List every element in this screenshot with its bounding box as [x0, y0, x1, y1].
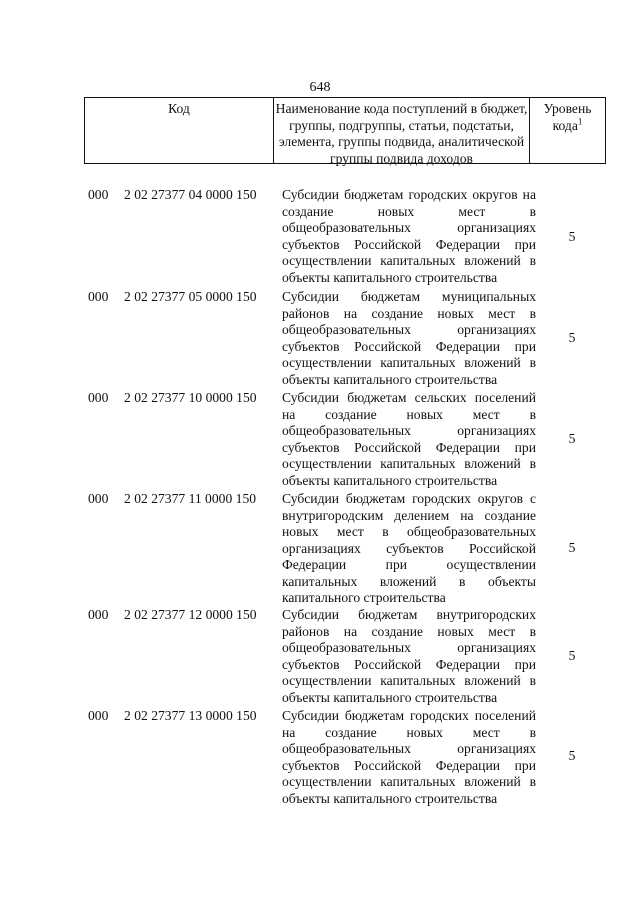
level-value: 5	[568, 648, 576, 663]
admin-code: 000	[88, 390, 109, 405]
revenue-code: 2 02 27377 12 0000 150	[124, 607, 257, 622]
admin-code: 000	[88, 187, 109, 202]
level-value: 5	[568, 229, 576, 244]
footnote-marker: 1	[577, 115, 583, 126]
header-level-sub: кода	[552, 117, 578, 133]
header-level-main: Уровень	[543, 101, 592, 116]
header-code: Код	[85, 98, 274, 163]
admin-code: 000	[88, 607, 109, 622]
revenue-name: Субсидии бюджетам внутригородских районов на создание новых мест в общеобразовательных организациях субъектов Российской Федерации при осуществлении капитальных вложений в объекты капитального строительства	[282, 607, 536, 705]
revenue-code: 2 02 27377 04 0000 150	[124, 187, 257, 202]
revenue-code: 2 02 27377 13 0000 150	[124, 708, 257, 723]
admin-code: 000	[88, 289, 109, 304]
revenue-name: Субсидии бюджетам городских округов с внутригородским делением на создание новых мест в общеобразовательных организациях субъектов Российской Федерации при осуществлении капитальных вложений в объекты капитального строительства	[282, 491, 536, 605]
admin-code: 000	[88, 491, 109, 506]
table-header	[84, 97, 606, 164]
level-value: 5	[568, 431, 576, 446]
revenue-name: Субсидии бюджетам городских поселений на создание новых мест в общеобразовательных организациях субъектов Российской Федерации при осуществлении капитальных вложений в объекты капитального строительства	[282, 708, 536, 806]
revenue-code: 2 02 27377 10 0000 150	[124, 390, 257, 405]
revenue-name: Субсидии бюджетам сельских поселений на создание новых мест в общеобразовательных организациях субъектов Российской Федерации при осуществлении капитальных вложений в объекты капитального строительства	[282, 390, 536, 488]
header-level	[530, 98, 605, 163]
level-value: 5	[568, 748, 576, 763]
level-value: 5	[568, 330, 576, 345]
revenue-code: 2 02 27377 05 0000 150	[124, 289, 257, 304]
header-name: Наименование кода поступлений в бюджет, группы, подгруппы, статьи, подстатьи, элемента, группы подвида, аналитической группы подвида доходов	[274, 98, 530, 163]
admin-code: 000	[88, 708, 109, 723]
level-value: 5	[568, 540, 576, 555]
revenue-name: Субсидии бюджетам городских округов на создание новых мест в общеобразовательных организациях субъектов Российской Федерации при осуществлении капитальных вложений в объекты капитального строительства	[282, 187, 536, 285]
page-number: 648	[309, 80, 331, 95]
revenue-name: Субсидии бюджетам муниципальных районов на создание новых мест в общеобразовательных организациях субъектов Российской Федерации при осуществлении капитальных вложений в объекты капитального строительства	[282, 289, 536, 387]
revenue-code: 2 02 27377 11 0000 150	[124, 491, 257, 506]
